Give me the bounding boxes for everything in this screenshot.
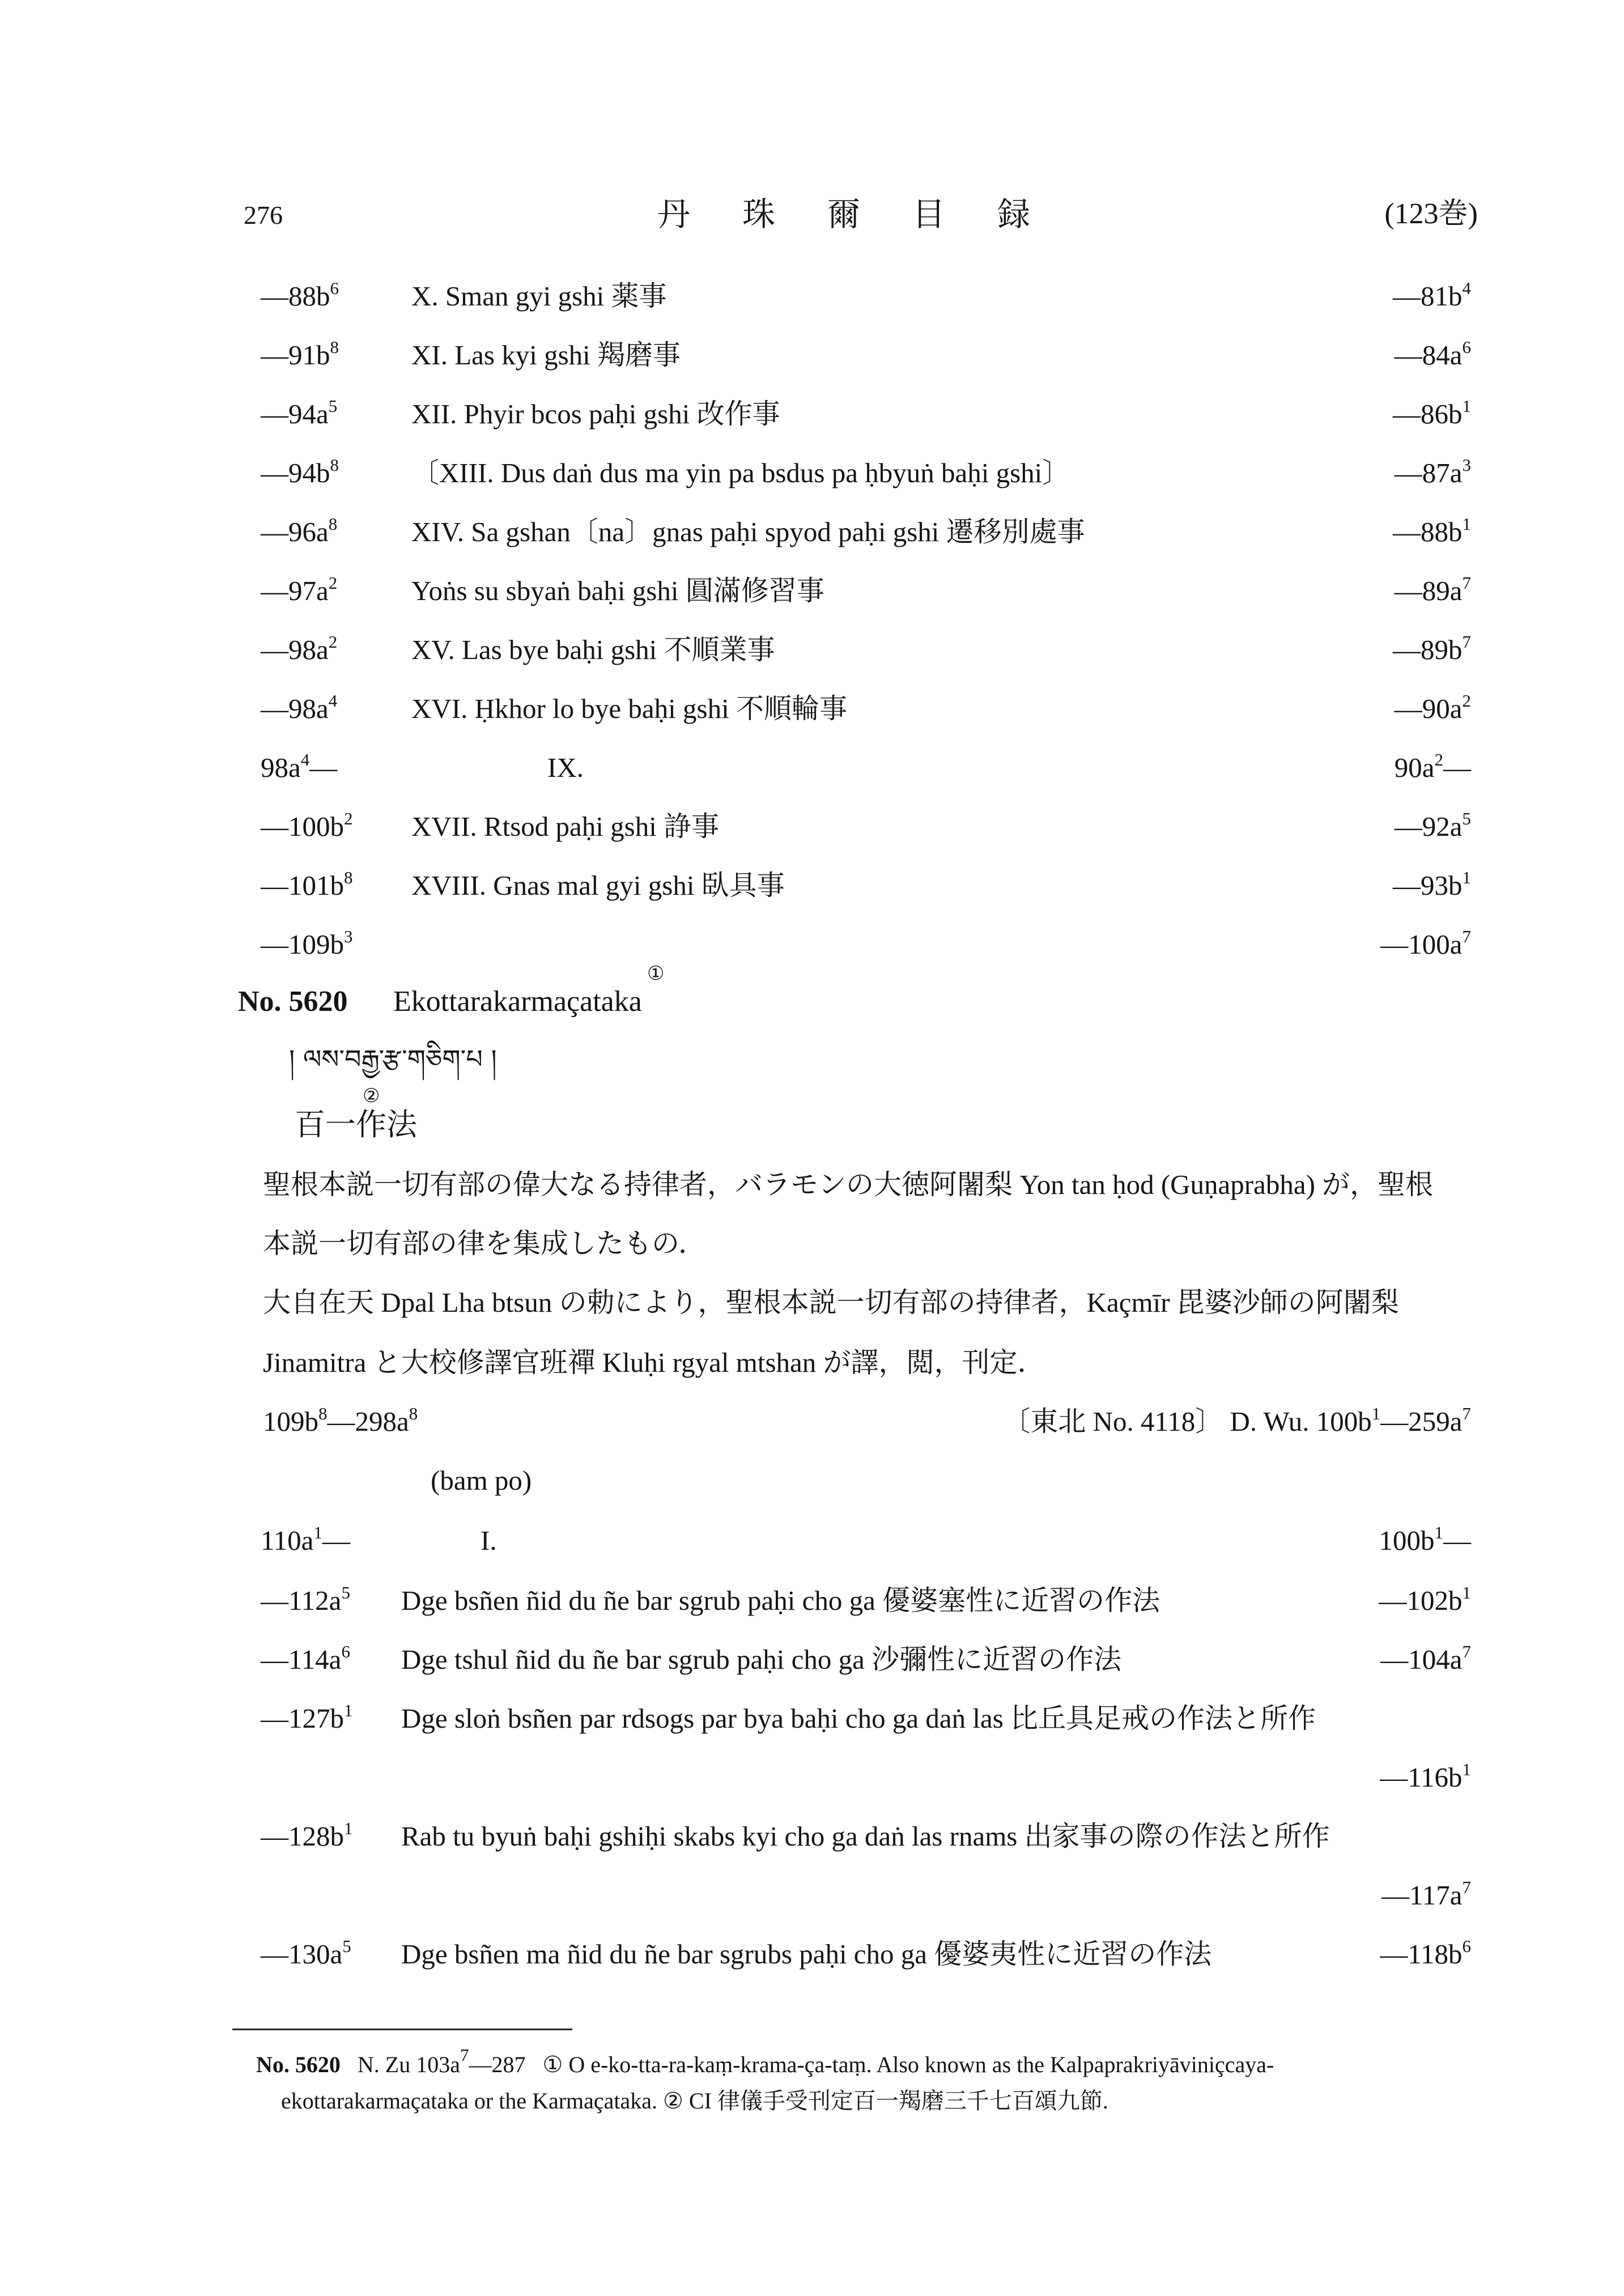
toc-entry-title: Dge tshul ñid du ñe bar sgrub paḥi cho ga 沙彌性に近習の作法 [401,1644,1122,1675]
work-title: Ekottarakarmaçataka [393,985,642,1018]
footnote-line-1: No. 5620 N. Zu $103a^7—287$ ① O e-ko-tta-ra-kaṃ-krama-ça-taṃ. Also known as the Kalpaprakriyāviniçcaya- [256,2045,1274,2077]
left-folio-ref: $—130a^5$ [261,1936,351,1970]
left-folio-ref: $—100b^2$ [261,809,353,842]
description-line-2: 本説一切有部の律を集成したもの． [263,1228,707,1259]
toc-entry-title: I. [481,1525,497,1556]
japanese-title: 百一作法 [295,1108,417,1142]
tohoku-reference: 〔東北 No. 4118〕 D. Wu. $100b^1—259a^7$ [1002,1404,1471,1437]
left-folio-ref: $—94b^8$ [261,455,339,488]
toc-entry-title: X. Sman gyi gshi 薬事 [411,280,667,312]
footnote-label: No. 5620 [256,2052,341,2077]
toc-entry-title: XVIII. Gnas mal gyi gshi 臥具事 [411,870,785,901]
right-folio-ref: $—104a^7$ [1380,1642,1471,1675]
left-folio-ref: $—96a^8$ [261,514,338,547]
toc-entry-title: IX. [547,752,584,783]
toc-entry-title: XIV. Sa gshan〔na〕gnas paḥi spyod paḥi gshi 遷移別處事 [411,516,1085,547]
toc-entry-title: XII. Phyir bcos paḥi gshi 改作事 [411,398,780,430]
right-folio-ref: $—100a^7$ [1380,926,1471,960]
toc-entry-title: Rab tu byuṅ baḥi gshiḥi skabs kyi cho ga daṅ las rnams 出家事の際の作法と所作 [401,1821,1330,1852]
toc-entry-title: XV. Las bye baḥi gshi 不順業事 [411,634,775,665]
right-folio-ref: $—84a^6$ [1394,337,1471,371]
left-folio-ref: $—88b^6$ [261,278,339,312]
left-folio-ref: $—114a^6$ [261,1642,350,1675]
toc-entry-title: Dge bsñen ma ñid du ñe bar sgrubs paḥi cho ga 優婆夷性に近習の作法 [401,1938,1212,1970]
left-folio-ref: $—91b^8$ [261,337,339,371]
page-number: 276 [244,201,283,229]
description-line-1: 聖根本説一切有部の偉大なる持律者，バラモンの大徳阿闍梨 Yon tan ḥod (Guṇaprabha) が，聖根 [263,1169,1434,1200]
volume-label: (123巻) [1384,198,1478,230]
work-title-footnote-marker: ① [647,963,665,984]
right-folio-ref: $—117a^7$ [1381,1877,1471,1911]
tibetan-title: ། ལས་བརྒྱ་རྩ་གཅིག་པ ། [289,1044,497,1074]
right-folio-ref: $—88b^1$ [1393,514,1471,547]
right-folio-ref: $90a^2—$ [1394,750,1471,783]
right-folio-ref: $—87a^3$ [1394,455,1471,488]
right-folio-ref: $—89a^7$ [1394,573,1471,606]
toc-entry-title: XI. Las kyi gshi 羯磨事 [411,339,681,371]
description-line-4: Jinamitra と大校修譯官班禪 Kluḥi rgyal mtshan が譯，閲，刊定． [263,1347,1045,1378]
page-title: 丹珠爾目録 [657,196,1083,233]
right-folio-ref: $—89b^7$ [1393,632,1471,665]
bam-po-label: (bam po) [431,1465,532,1496]
toc-entry-title: XVII. Rtsod paḥi gshi 諍事 [411,811,720,842]
left-folio-ref: $98a^4—$ [261,750,338,783]
right-folio-ref: $—86b^1$ [1393,396,1471,430]
right-folio-ref: $—90a^2$ [1394,691,1471,724]
toc-entry-title: XVI. Ḥkhor lo bye baḥi gshi 不順輪事 [411,693,847,724]
left-folio-ref: $—97a^2$ [261,573,338,606]
japanese-title-footnote-marker: ② [363,1086,380,1107]
right-folio-ref: $—118b^6$ [1380,1936,1471,1970]
toc-entry-title: 〔XIII. Dus daṅ dus ma yin pa bsdus pa ḥbyuṅ baḥi gshi〕 [411,457,1070,488]
left-folio-ref: $—98a^4$ [261,691,338,724]
right-folio-ref: $—92a^5$ [1394,809,1471,842]
toc-entry-title: Yoṅs su sbyaṅ baḥi gshi 圓滿修習事 [411,575,824,606]
right-folio-ref: $—81b^4$ [1393,278,1471,312]
left-folio-ref: $—109b^3$ [261,926,353,960]
work-number: No. 5620 [238,985,348,1018]
right-folio-ref: $—93b^1$ [1393,868,1471,901]
left-folio-ref: $—98a^2$ [261,632,338,665]
left-folio-ref: $—127b^1$ [261,1700,353,1734]
left-folio-ref: $—112a^5$ [261,1583,350,1616]
right-folio-ref: $—102b^1$ [1379,1583,1471,1616]
description-line-3: 大自在天 Dpal Lha btsun の勅により，聖根本説一切有部の持律者，Kaçmīr 毘婆沙師の阿闍梨 [263,1287,1399,1318]
footnote-line-2: ekottarakarmaçataka or the Karmaçataka. ② CI 律儀手受刊定百一羯磨三千七百頌九節. [281,2088,1108,2114]
toc-entry-title: Dge sloṅ bsñen par rdsogs par bya baḥi cho ga daṅ las 比丘具足戒の作法と所作 [401,1703,1316,1734]
left-folio-ref: $—101b^8$ [261,868,353,901]
right-folio-ref: $—116b^1$ [1380,1759,1471,1793]
left-folio-ref: $110a^1—$ [261,1523,350,1556]
right-folio-ref: $100b^1—$ [1379,1523,1471,1556]
left-folio-ref: $—128b^1$ [261,1818,353,1852]
toc-entry-title: Dge bsñen ñid du ñe bar sgrub paḥi cho ga 優婆塞性に近習の作法 [401,1585,1160,1616]
left-folio-ref: $—94a^5$ [261,396,338,430]
footnote-rule [232,2029,572,2030]
folio-range: $109b^8—298a^8$ [263,1404,418,1437]
